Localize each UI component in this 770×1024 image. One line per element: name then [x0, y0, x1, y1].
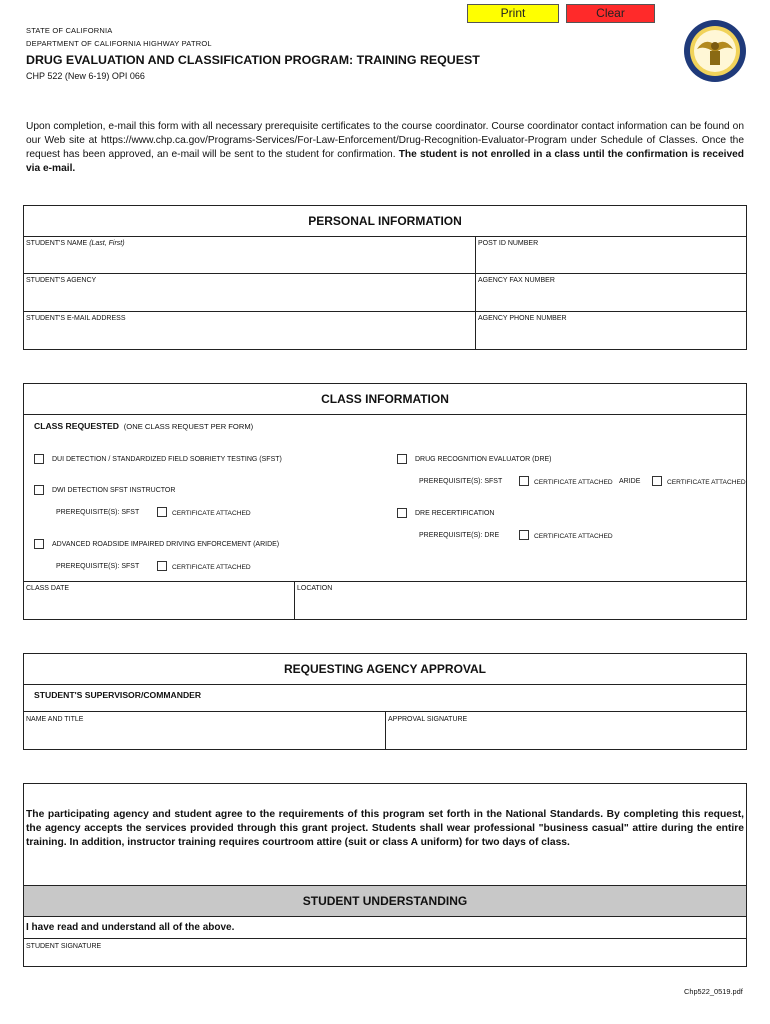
student-email-label: STUDENT'S E-MAIL ADDRESS [26, 315, 126, 322]
dre-sfst-cert-checkbox[interactable] [519, 476, 529, 486]
location-field[interactable] [297, 595, 744, 617]
dui-sfst-label: DUI DETECTION / STANDARDIZED FIELD SOBRIETY TESTING (SFST) [52, 456, 282, 463]
supervisor-label: STUDENT'S SUPERVISOR/COMMANDER [34, 690, 202, 700]
chp-seal-icon [683, 19, 747, 83]
student-signature-field[interactable] [26, 953, 744, 965]
approval-signature-field[interactable] [388, 726, 744, 747]
dre-sfst-cert-label: CERTIFICATE ATTACHED [534, 479, 613, 486]
agreement-paragraph: The participating agency and student agree to the requirements of this program set forth in the National Standards. By completing this request, the agency accepts the services provided through this grant project. Students shall wear professional "business casual" attire during the entire training. In addition, instructor training requires courtroom attire (suit or class A uniform) for two days of class. [26, 809, 744, 848]
student-email-field[interactable] [26, 325, 472, 347]
dre-recert-cert-checkbox[interactable] [519, 530, 529, 540]
class-date-field[interactable] [26, 595, 291, 617]
dre-recert-cert-label: CERTIFICATE ATTACHED [534, 533, 613, 540]
intro-bold-text: The student is not enrolled in a class until the confirmation is received via e-mail. [26, 149, 744, 174]
class-date-label: CLASS DATE [26, 585, 70, 592]
aride-prereq-label: PREREQUISITE(S): SFST [56, 563, 140, 570]
clear-button[interactable]: Clear [566, 4, 655, 23]
dre-recert-prereq-label: PREREQUISITE(S): DRE [419, 532, 500, 539]
agency-phone-label: AGENCY PHONE NUMBER [478, 315, 567, 322]
post-id-label: POST ID NUMBER [478, 240, 539, 247]
dwi-instructor-checkbox[interactable] [34, 485, 44, 495]
dwi-prereq-label: PREREQUISITE(S): SFST [56, 509, 140, 516]
agency-approval-title: REQUESTING AGENCY APPROVAL [283, 662, 487, 676]
dwi-instructor-label: DWI DETECTION SFST INSTRUCTOR [52, 487, 176, 494]
aride-cert-label: CERTIFICATE ATTACHED [172, 564, 251, 571]
understanding-title: STUDENT UNDERSTANDING [302, 894, 468, 908]
dre-label: DRUG RECOGNITION EVALUATOR (DRE) [415, 456, 552, 463]
dre-recert-checkbox[interactable] [397, 508, 407, 518]
form-number: CHP 522 (New 6-19) OPI 066 [26, 71, 145, 81]
post-id-field[interactable] [478, 250, 744, 271]
dre-aride-cert-checkbox[interactable] [652, 476, 662, 486]
intro-paragraph [26, 120, 744, 176]
dui-sfst-checkbox[interactable] [34, 454, 44, 464]
class-info-title: CLASS INFORMATION [321, 392, 449, 406]
dre-recert-label: DRE RECERTIFICATION [415, 510, 495, 517]
understanding-statement: I have read and understand all of the above. [26, 922, 235, 933]
state-label: STATE OF CALIFORNIA [26, 26, 113, 35]
student-agency-field[interactable] [26, 287, 472, 309]
department-label: DEPARTMENT OF CALIFORNIA HIGHWAY PATROL [26, 39, 212, 48]
class-info-section [23, 383, 747, 620]
class-requested-label: CLASS REQUESTED (ONE CLASS REQUEST PER FORM) [34, 421, 254, 431]
footer-filename: Chp522_0519.pdf [684, 987, 743, 996]
print-button[interactable]: Print [467, 4, 559, 23]
intro-text: Upon completion, e-mail this form with all necessary prerequisite certificates to the course coordinator. Course coordinator contact information can be found on our Web site at https://www.chp.ca.gov/Programs-Services/For-Law-Enforcement/Drug-Recognition-Evaluator-Program under Schedule of Classes. Once the request has been approved, an e-mail will be sent to the student for confirmation. [26, 121, 744, 160]
dre-prereq-aride-label: ARIDE [619, 478, 641, 485]
name-title-field[interactable] [26, 726, 382, 747]
aride-cert-checkbox[interactable] [157, 561, 167, 571]
agency-fax-field[interactable] [478, 287, 744, 309]
name-title-label: NAME AND TITLE [26, 716, 84, 723]
page-title: DRUG EVALUATION AND CLASSIFICATION PROGRAM: TRAINING REQUEST [26, 53, 480, 67]
approval-signature-label: APPROVAL SIGNATURE [388, 716, 468, 723]
student-name-field[interactable] [26, 250, 472, 271]
agency-phone-field[interactable] [478, 325, 744, 347]
student-name-label: STUDENT'S NAME (Last, First) [26, 240, 125, 247]
student-signature-label: STUDENT SIGNATURE [26, 943, 102, 950]
dre-prereq-label: PREREQUISITE(S): SFST [419, 478, 503, 485]
student-agency-label: STUDENT'S AGENCY [26, 277, 97, 284]
aride-checkbox[interactable] [34, 539, 44, 549]
personal-info-title: PERSONAL INFORMATION [308, 214, 462, 228]
dre-aride-cert-label: CERTIFICATE ATTACHED [667, 479, 746, 486]
location-label: LOCATION [297, 585, 333, 592]
aride-label: ADVANCED ROADSIDE IMPAIRED DRIVING ENFORCEMENT (ARIDE) [52, 541, 280, 548]
dre-checkbox[interactable] [397, 454, 407, 464]
dwi-cert-checkbox[interactable] [157, 507, 167, 517]
agency-fax-label: AGENCY FAX NUMBER [478, 277, 555, 284]
dwi-cert-label: CERTIFICATE ATTACHED [172, 510, 251, 517]
